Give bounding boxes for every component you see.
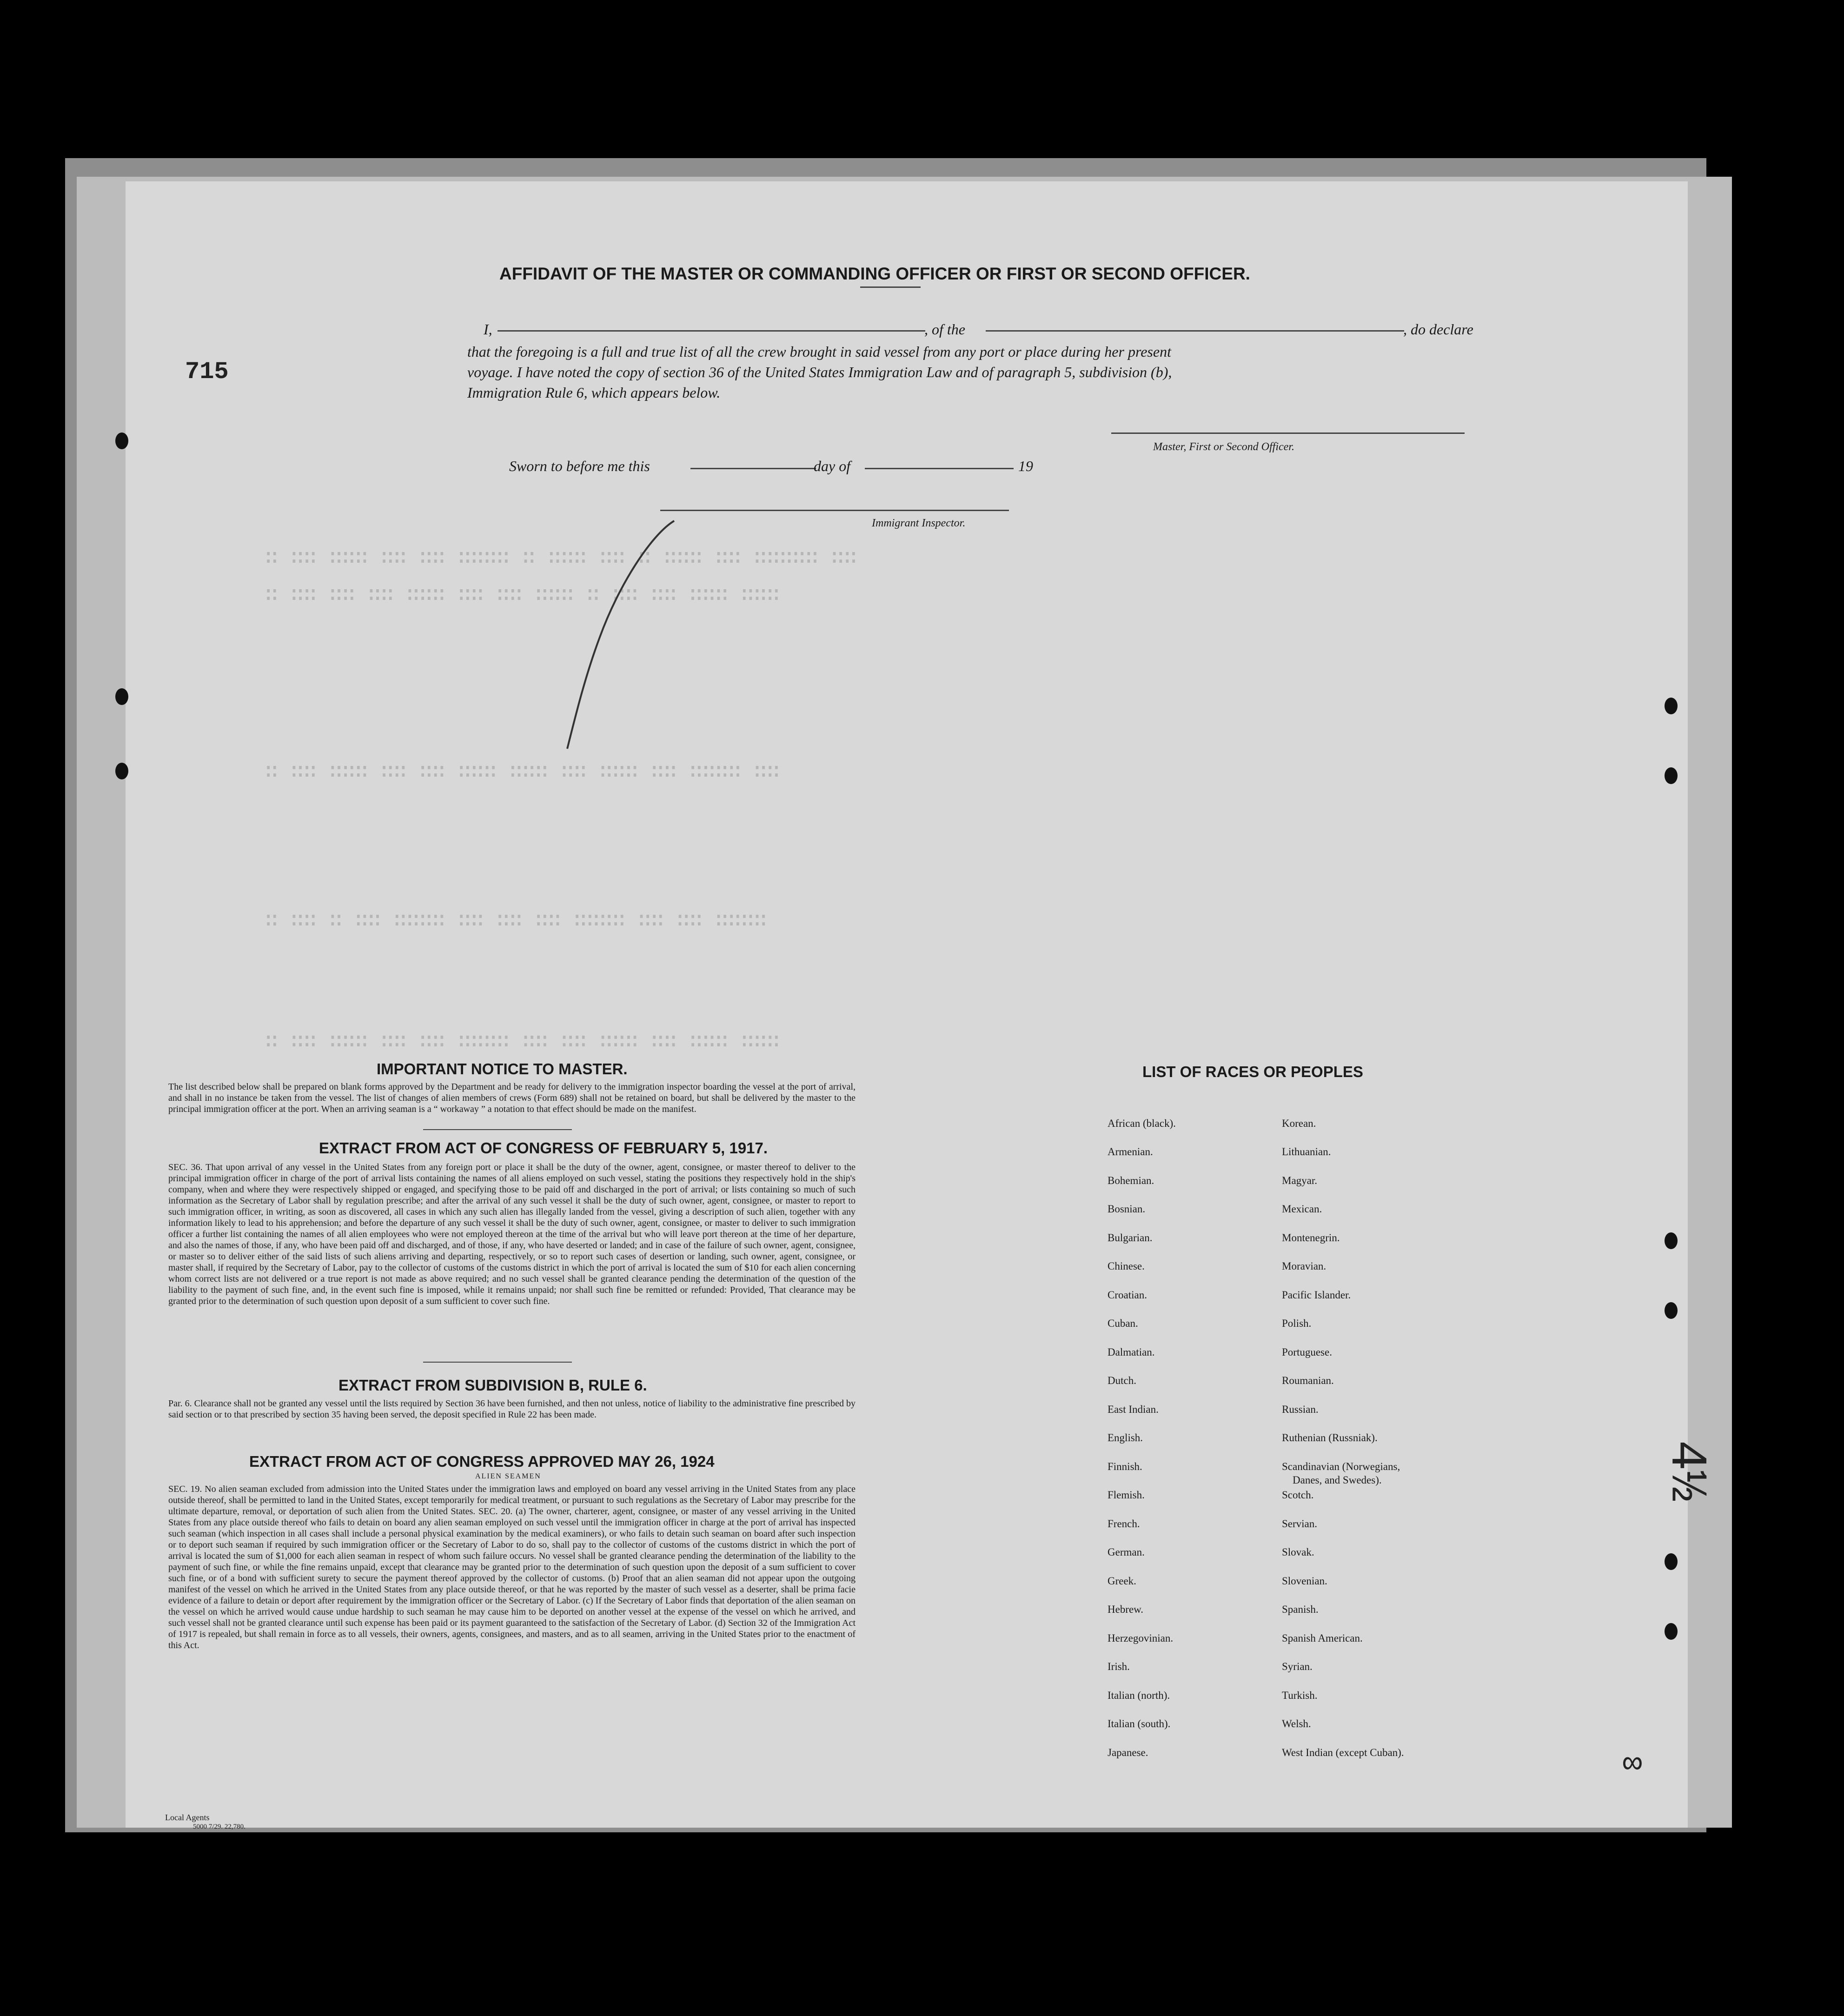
bleed-through-text: ∷ ∷∷ ∷∷∷ ∷∷ ∷∷ ∷∷∷∷ ∷∷ ∷∷ ∷∷∷ ∷∷ ∷∷∷ ∷∷∷ — [265, 1030, 780, 1054]
race-left: Italian (north). — [1108, 1690, 1170, 1701]
race-left: Herzegovinian. — [1108, 1632, 1174, 1644]
divider — [423, 1362, 572, 1363]
sworn-text: Sworn to before me this — [509, 458, 650, 474]
race-left: Chinese. — [1108, 1260, 1145, 1272]
bleed-through-text: ∷ ∷∷ ∷∷∷ ∷∷ ∷∷ ∷∷∷ ∷∷∷ ∷∷ ∷∷∷ ∷∷ ∷∷∷∷ ∷∷ — [265, 760, 780, 785]
extract-1924-text: SEC. 19. No alien seaman excluded from admission into the United States under the immigration laws and employed on board any vessel arriving in the United States from any place outside thereof, shall be permitted to land in the United States, except temporarily for medical treatment, or pursuant to such regulations as the Secretary of Labor may prescribe for the ultimate departure, removal, or deportation of such alien from the United States. SEC. 20. (a) The owner, charterer, agent, consignee, or master of any vessel arriving in the United States from any place outside thereof who fails to detain on board any alien seaman employed on such vessel until the immigration officer in charge at the port of arrival has inspected such seaman (which inspection in all cases shall include a personal physical examination by the medical examiners), or who fails to detain such seaman on board after such inspection or to deport such seaman if required by such immigration officer or the Secretary of Labor to do so, shall pay to the collector of customs of the customs district in which the port of arrival is located the sum of $1,000 for each alien seaman in respect of whom such failure occurs. No vessel shall be granted clearance pending the determination of the liability to the payment of such fine, or while the fine remains unpaid, except that clearance may be granted prior to the determination of such question upon the deposit of a sum sufficient to cover such fine, or of a bond with sufficient surety to secure the payment thereof approved by the collector of customs. (b) Proof that an alien seaman did not appear upon the outgoing manifest of the vessel on which he arrived in the United States from any place outside thereof, or that he was reported by the master of such vessel as a deserter, shall be prima facie evidence of a failure to detain or deport after requirement by the immigration officer or the Secretary of Labor. (c) If the Secretary of Labor finds that deportation of the alien seaman on the vessel on which he arrived would cause undue hardship to such seaman he may cause him to be deported on another vessel at the expense of the vessel on which he arrived, and such vessel shall not be granted clearance until such expense has been paid or its payment guaranteed to the satisfaction of the Secretary of Labor. (d) Section 32 of the Immigration Act of 1917 is repealed, but shall remain in force as to all vessels, their owners, agents, consignees, and masters, and as to all seamen, arriving in the United States prior to the enactment of this Act. — [168, 1484, 856, 1650]
race-left: African (black). — [1108, 1118, 1176, 1129]
race-right: Roumanian. — [1282, 1375, 1334, 1386]
inspector-signature-line — [660, 510, 1009, 511]
binder-hole — [115, 688, 128, 705]
declaration-of-the: , of the — [924, 321, 965, 338]
binder-hole — [1665, 1232, 1678, 1249]
sworn-month-blank — [865, 468, 1014, 469]
race-right: Turkish. — [1282, 1690, 1318, 1701]
master-signature-caption: Master, First or Second Officer. — [1153, 441, 1294, 453]
vessel-blank — [986, 330, 1404, 332]
notice-title: IMPORTANT NOTICE TO MASTER. — [377, 1060, 628, 1078]
races-title: LIST OF RACES OR PEOPLES — [1142, 1063, 1363, 1080]
race-right: Scandinavian (Norwegians, — [1282, 1461, 1400, 1472]
race-left: Finnish. — [1108, 1461, 1142, 1472]
margin-mark: 715 — [185, 358, 229, 386]
race-left: Japanese. — [1108, 1747, 1148, 1758]
declaration-body-1: that the foregoing is a full and true list of all the crew brought in said vessel from any port or place during her present — [467, 343, 1171, 360]
pen-stroke — [558, 516, 697, 758]
race-right: Magyar. — [1282, 1175, 1318, 1186]
binder-hole — [115, 432, 128, 449]
race-right: Montenegrin. — [1282, 1232, 1340, 1244]
extract-1917-text: SEC. 36. That upon arrival of any vessel in the United States from any foreign port or place it shall be the duty of the owner, agent, consignee, or master thereof to deliver to the principal immigration officer in charge of the port of arrival lists containing the names of all aliens employed on such vessel, stating the positions they respectively hold in the ship's company, when and where they were respectively shipped or engaged, and specifying those to be paid off and discharged in the port of arrival; or lists containing so much of such information as the Secretary of Labor shall by regulation prescribe; and after the arrival of any such vessel it shall be the duty of such owner, agent, consignee, or master to report to such immigration officer, in writing, as soon as discovered, all cases in which any such alien has illegally landed from the vessel, giving a description of such alien, together with any information likely to lead to his apprehension; and before the departure of any such vessel it shall be the duty of such owner, agent, consignee, or master to deliver to such immigration officer a further list containing the names of all alien employees who were not employed thereon at the time of the arrival but who will leave port thereon at the time of her departure, and also the names of those, if any, who have been paid off and discharged, and of those, if any, who have deserted or landed; and in case of the failure of such owner, agent, consignee, or master so to deliver either of the said lists of such aliens arriving and departing, respectively, or so to report such cases of desertion or landing, such owner, agent, consignee, or master shall, if required by the Secretary of Labor, pay to the collector of customs of the customs district in which the port of arrival is located the sum of $10 for each alien concerning whom correct lists are not delivered or a true report is not made as above required; and no such vessel shall be granted clearance pending the determination of the question of the liability to the payment of such fine, and, in the event such fine is imposed, while it remains unpaid; nor shall such fine be remitted or refunded: Provided, That clearance may be granted prior to the determination of such question upon deposit of a sum sufficient to cover such fine. — [168, 1162, 856, 1306]
extract-1924-title: EXTRACT FROM ACT OF CONGRESS APPROVED MAY 26, 1924 — [249, 1453, 715, 1470]
race-right: Mexican. — [1282, 1203, 1322, 1215]
race-right: Korean. — [1282, 1118, 1316, 1129]
name-blank — [497, 330, 925, 332]
race-left: Irish. — [1108, 1661, 1130, 1672]
race-left: Bosnian. — [1108, 1203, 1146, 1215]
margin-mark: ∞ — [1623, 1746, 1643, 1783]
race-left: Italian (south). — [1108, 1718, 1171, 1730]
title-rule — [860, 286, 921, 288]
extract-1924-subtitle: ALIEN SEAMEN — [475, 1472, 541, 1480]
sworn-day-of: day of — [814, 458, 851, 474]
race-right: Portuguese. — [1282, 1346, 1332, 1358]
binder-hole — [1665, 1553, 1678, 1570]
race-right: Moravian. — [1282, 1260, 1327, 1272]
declaration-do-declare: , do declare — [1403, 321, 1473, 338]
race-right: Slovenian. — [1282, 1575, 1327, 1587]
sworn-day-blank — [690, 468, 816, 469]
binder-hole — [1665, 1623, 1678, 1640]
divider — [423, 1129, 572, 1130]
extract-rule6-title: EXTRACT FROM SUBDIVISION B, RULE 6. — [338, 1377, 647, 1394]
race-right: Spanish American. — [1282, 1632, 1363, 1644]
bleed-through-text: ∷ ∷∷ ∷∷ ∷∷ ∷∷∷ ∷∷ ∷∷ ∷∷∷ ∷ ∷∷ ∷∷ ∷∷∷ ∷∷∷ — [265, 584, 780, 608]
race-left: Dalmatian. — [1108, 1346, 1155, 1358]
race-right: Ruthenian (Russniak). — [1282, 1432, 1378, 1444]
binder-hole — [1665, 698, 1678, 714]
race-left: Greek. — [1108, 1575, 1136, 1587]
race-left: Croatian. — [1108, 1289, 1147, 1301]
bleed-through-text: ∷ ∷∷ ∷∷∷ ∷∷ ∷∷ ∷∷∷∷ ∷ ∷∷∷ ∷∷ ∷ ∷∷∷ ∷∷ ∷∷∷∷∷ ∷∷ — [265, 546, 857, 571]
extract-rule6-text: Par. 6. Clearance shall not be granted any vessel until the lists required by Section 36 have been furnished, and then not unless, notice of liability to the administrative fine prescribed by said section or to that prescribed by section 35 having been served, the deposit specified in Rule 22 has been made. — [168, 1398, 856, 1420]
race-right: Welsh. — [1282, 1718, 1311, 1730]
race-right: Servian. — [1282, 1518, 1318, 1530]
race-left: East Indian. — [1108, 1404, 1159, 1415]
race-left: Flemish. — [1108, 1489, 1145, 1501]
race-right: Scotch. — [1282, 1489, 1314, 1501]
binder-hole — [115, 763, 128, 779]
margin-mark: 4½ — [1657, 1440, 1715, 1502]
binder-hole — [1665, 1302, 1678, 1319]
race-left: Bohemian. — [1108, 1175, 1154, 1186]
race-left: English. — [1108, 1432, 1143, 1444]
race-right-continued: Danes, and Swedes). — [1293, 1474, 1382, 1486]
race-right: Spanish. — [1282, 1603, 1319, 1615]
affidavit-page — [126, 181, 1688, 1828]
race-right: Syrian. — [1282, 1661, 1313, 1672]
binder-hole — [1665, 767, 1678, 784]
race-left: Armenian. — [1108, 1146, 1153, 1158]
race-right: Slovak. — [1282, 1546, 1314, 1558]
race-left: Cuban. — [1108, 1317, 1138, 1329]
notice-text: The list described below shall be prepared on blank forms approved by the Department and be ready for delivery to the immigration inspector boarding the vessel at the port of arrival, and shall in no instance be taken from the vessel. The list of changes of alien members of crews (Form 689) shall not be retained on board, but shall be delivered by the master to the principal immigration officer at the port. When an arriving seaman is a “ workaway ” a notation to that effect should be made on the manifest. — [168, 1082, 856, 1114]
sworn-year: 19 — [1018, 458, 1033, 474]
race-left: Dutch. — [1108, 1375, 1136, 1386]
extract-1917-title: EXTRACT FROM ACT OF CONGRESS OF FEBRUARY 5, 1917. — [319, 1139, 768, 1157]
race-right: Polish. — [1282, 1317, 1312, 1329]
race-right: Lithuanian. — [1282, 1146, 1331, 1158]
declaration-i: I, — [484, 321, 492, 338]
inspector-caption: Immigrant Inspector. — [872, 517, 966, 529]
race-left: French. — [1108, 1518, 1140, 1530]
race-left: Bulgarian. — [1108, 1232, 1153, 1244]
declaration-body-3: Immigration Rule 6, which appears below. — [467, 384, 721, 401]
race-right: West Indian (except Cuban). — [1282, 1747, 1404, 1758]
master-signature-line — [1111, 432, 1465, 434]
footer-printcode: 5000 7/29. 22,780. — [193, 1823, 245, 1830]
footer-agents: Local Agents — [165, 1813, 210, 1822]
bleed-through-text: ∷ ∷∷ ∷ ∷∷ ∷∷∷∷ ∷∷ ∷∷ ∷∷ ∷∷∷∷ ∷∷ ∷∷ ∷∷∷∷ — [265, 909, 767, 933]
declaration-body-2: voyage. I have noted the copy of section 36 of the United States Immigration Law and of paragraph 5, subdivision (b), — [467, 364, 1172, 380]
affidavit-title: AFFIDAVIT OF THE MASTER OR COMMANDING OFFICER OR FIRST OR SECOND OFFICER. — [499, 264, 1250, 283]
race-right: Pacific Islander. — [1282, 1289, 1351, 1301]
race-left: German. — [1108, 1546, 1145, 1558]
race-right: Russian. — [1282, 1404, 1319, 1415]
race-left: Hebrew. — [1108, 1603, 1144, 1615]
